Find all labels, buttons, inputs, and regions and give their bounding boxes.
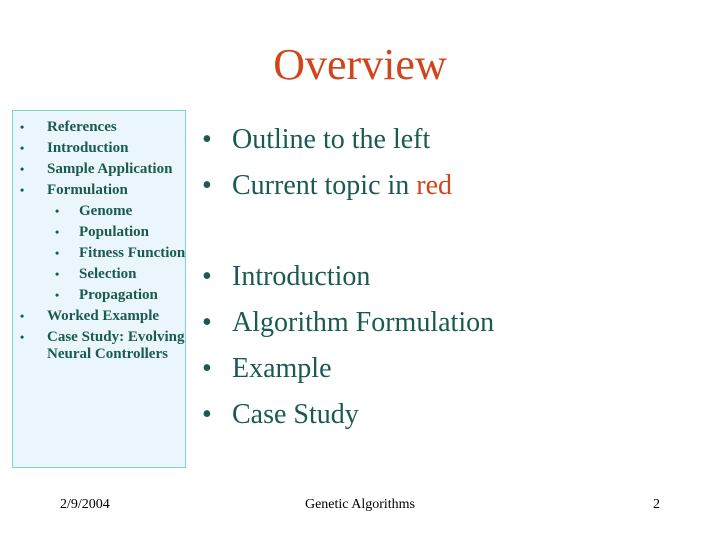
outline-item-introduction: [13, 140, 187, 157]
outline-subitem-genome: [13, 203, 187, 220]
legend-highlight: red: [416, 170, 453, 201]
outline-item-label: References: [47, 119, 117, 135]
bullet-icon: •: [55, 204, 60, 218]
footer-title: Genetic Algorithms: [304, 497, 416, 512]
topic-label: Example: [232, 353, 332, 384]
outline-item-references: [13, 119, 187, 136]
topic-item: [200, 259, 494, 305]
bullet-icon: •: [55, 267, 60, 281]
outline-subitem-label: Population: [79, 224, 150, 240]
outline-subitem-selection: [13, 266, 187, 283]
outline-item-formulation: [13, 182, 187, 199]
outline-item-sample-application: [13, 161, 187, 178]
bullet-icon: •: [202, 124, 212, 155]
legend-bullet-outline: [200, 122, 452, 168]
legend-text: Current topic in: [232, 170, 417, 201]
outline-item-label: Introduction: [47, 140, 129, 156]
topic-label: Introduction: [232, 261, 371, 292]
bullet-icon: •: [202, 307, 212, 338]
bullet-icon: •: [20, 330, 25, 344]
bullet-icon: •: [202, 170, 212, 201]
bullet-icon: •: [55, 225, 60, 239]
bullet-icon: •: [55, 288, 60, 302]
topic-item: [200, 351, 494, 397]
bullet-icon: •: [20, 120, 25, 134]
legend-bullets: [200, 122, 452, 214]
outline-item-label: Formulation: [47, 182, 128, 198]
legend-bullet-current-topic: [200, 168, 452, 214]
outline-item-label: Worked Example: [47, 308, 160, 324]
bullet-icon: •: [202, 399, 212, 430]
legend-text: Outline to the left: [232, 124, 431, 155]
bullet-icon: •: [202, 261, 212, 292]
topic-item: [200, 305, 494, 351]
outline-item-label: Sample Application: [47, 161, 173, 177]
outline-subitem-population: [13, 224, 187, 241]
outline-list: [13, 119, 187, 363]
outline-item-label: Case Study: Evolving Neural Controllers: [47, 329, 185, 362]
bullet-icon: •: [20, 141, 25, 155]
outline-subitem-propagation: [13, 287, 187, 304]
outline-panel: [12, 110, 186, 468]
outline-subitem-label: Genome: [79, 203, 133, 219]
topic-label: Algorithm Formulation: [232, 307, 495, 338]
outline-item-worked-example: [13, 308, 187, 325]
bullet-icon: •: [20, 162, 25, 176]
outline-item-case-study: [13, 329, 187, 363]
bullet-icon: •: [20, 183, 25, 197]
bullet-icon: •: [20, 309, 25, 323]
outline-subitem-label: Selection: [79, 266, 137, 282]
bullet-icon: •: [55, 246, 60, 260]
bullet-icon: •: [202, 353, 212, 384]
slide-title: Overview: [273, 40, 447, 89]
footer-page-number: 2: [653, 497, 660, 512]
outline-subitem-label: Fitness Function: [79, 245, 186, 261]
topic-list: [200, 259, 494, 443]
outline-subitem-label: Propagation: [79, 287, 158, 303]
footer-date: 2/9/2004: [60, 497, 110, 512]
topic-label: Case Study: [232, 399, 359, 430]
outline-subitem-fitness-function: [13, 245, 187, 262]
topic-item: [200, 397, 494, 443]
